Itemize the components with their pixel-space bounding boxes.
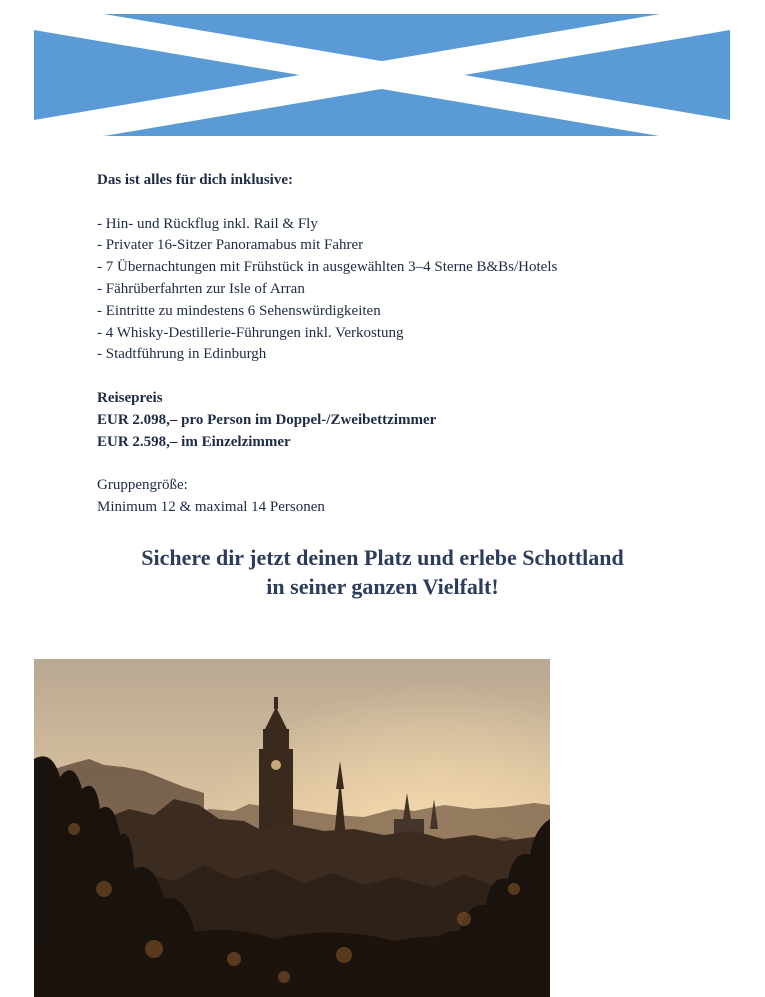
cta-line-2: in seiner ganzen Vielfalt! [266, 574, 499, 599]
group-size-value: Minimum 12 & maximal 14 Personen [97, 498, 325, 515]
price-double-room: EUR 2.098,– pro Person im Doppel-/Zweibettzimmer [97, 411, 437, 428]
clock-face [271, 760, 281, 770]
inclusions-heading: Das ist alles für dich inklusive: [97, 172, 294, 188]
inclusion-item: - Eintritte zu mindestens 6 Sehenswürdigkeiten [97, 302, 381, 319]
inclusion-item: - Privater 16-Sitzer Panoramabus mit Fahrer [97, 237, 364, 254]
group-size-section [97, 475, 697, 519]
trip-details [97, 170, 697, 519]
inclusion-item: - 7 Übernachtungen mit Frühstück in ausgewählten 3–4 Sterne B&Bs/Hotels [97, 259, 558, 276]
inclusion-item: - Fährüberfahrten zur Isle of Arran [97, 280, 305, 297]
scottish-flag-banner [34, 14, 730, 136]
saltire-flag-graphic [34, 14, 730, 136]
skyline-illustration [34, 659, 550, 997]
foreground-foliage [34, 930, 550, 997]
inclusion-item: - Stadtführung in Edinburgh [97, 346, 267, 363]
price-section [97, 388, 697, 453]
edinburgh-skyline-photo [34, 659, 550, 997]
inclusion-item: - 4 Whisky-Destillerie-Führungen inkl. Verkostung [97, 324, 404, 341]
cta-line-1: Sichere dir jetzt deinen Platz und erlebe Schottland [141, 545, 624, 570]
inclusions-list [97, 214, 697, 367]
group-size-label: Gruppengröße: [97, 477, 188, 494]
price-single-room: EUR 2.598,– im Einzelzimmer [97, 433, 291, 450]
price-label: Reisepreis [97, 389, 163, 406]
inclusion-item: - Hin- und Rückflug inkl. Rail & Fly [97, 215, 318, 232]
call-to-action [0, 543, 765, 601]
